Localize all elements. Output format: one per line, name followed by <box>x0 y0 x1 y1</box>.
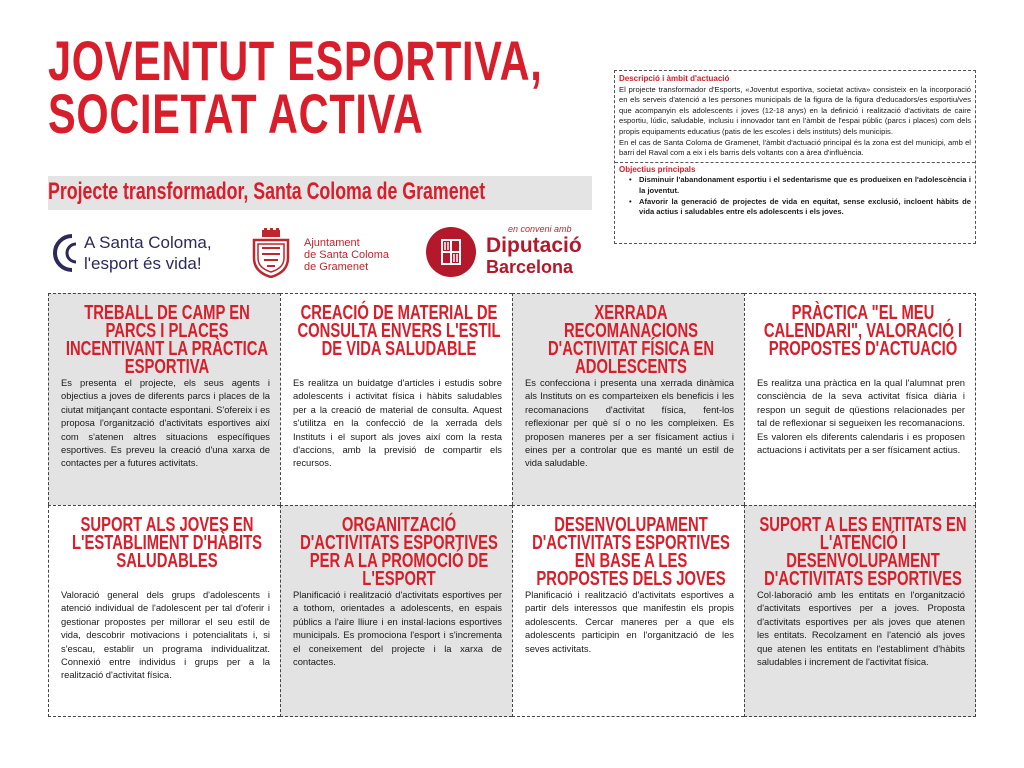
diputacio-line-1: Diputació <box>486 234 582 257</box>
objective-item: • Disminuir l'abandonament esportiu i el sedentarisme que es produeixen en l'adolescència i la joventut. <box>629 175 971 196</box>
action-card <box>512 505 744 717</box>
action-card-body: Planificació i realització d'activitats esportives a partir dels interessos que manifestin els propis adolescents. Cercar maneres per a que els adolescents participin en l'organització de les seves activitats. <box>525 589 734 654</box>
action-card-title: TREBALL DE CAMP EN PARCS I PLACES INCENTIVANT LA PRÀCTICA ESPORTIVA <box>65 302 269 378</box>
city-crest-icon <box>248 228 294 278</box>
actions-grid <box>48 293 976 717</box>
action-card-body: Es presenta el projecte, els seus agents i objectius a joves de diferents parcs i places de la ciutat mitjançant contacte espontani. S'ofereix i es proposa l'organització d'activitats esportives així com s'atenen altres situacions específiques esportives. Es preveu la creació d'una xarxa de contactes per a futures activitats. <box>61 377 270 469</box>
action-card <box>280 505 512 717</box>
description-divider <box>615 162 975 163</box>
ajuntament-logo <box>248 228 408 278</box>
ajuntament-line-3: de Gramenet <box>304 261 369 273</box>
page-title <box>48 29 543 145</box>
action-card-title: PRÀCTICA "EL MEU CALENDARI", VALORACIÓ I PROPOSTES D'ACTUACIÓ <box>763 302 963 360</box>
action-card <box>48 293 280 505</box>
santa-coloma-line-2: l'esport és vida! <box>84 254 202 273</box>
santa-coloma-logo <box>52 230 232 278</box>
diputacio-emblem-shape-icon <box>426 227 476 277</box>
action-card-title: CREACIÓ DE MATERIAL DE CONSULTA ENVERS L'ESTIL DE VIDA SALUDABLE <box>297 302 501 360</box>
action-card-title: XERRADA RECOMANACIONS D'ACTIVITAT FÍSICA EN ADOLESCENTS <box>547 302 715 378</box>
action-card <box>48 505 280 717</box>
action-card-body: Col·laboració amb les entitats en l'organització d'activitats esportives per a joves. Proposta d'activitats esportives per als joves que atenen les entitats. Recolzament en l'atenció als joves que atenen les entitats en l'establiment d'hàbits saludables i increment de l'activitat física. <box>757 589 965 668</box>
action-card-title: SUPORT A LES ENTITATS EN L'ATENCIÓ I DESENVOLUPAMENT D'ACTIVITATS ESPORTIVES <box>759 514 967 590</box>
objectives-list <box>629 175 971 217</box>
santa-coloma-line-1: A Santa Coloma, <box>84 233 212 252</box>
description-box <box>614 70 976 244</box>
action-card <box>744 505 976 717</box>
action-card <box>744 293 976 505</box>
diputacio-conveni: en conveni amb <box>508 224 572 234</box>
objectives-heading: Objectius principals <box>619 164 696 174</box>
action-card-body: Es realitza un buidatge d'articles i estudis sobre adolescents i activitat física i hàbits saludables per a la creació de material de consulta. Aquest s'utilitza en la confecció de la xerrada dels Instituts i el suport als joves així com la resta d'accions, amb la previsió de compartir els recursos. <box>293 377 502 469</box>
description-paragraph-1: El projecte transformador d'Esports, «Joventut esportiva, societat activa» consisteix en la incorporació en els serveis d'atenció a les persones municipals de la figura de la figura d'educadors/es esportiu/ves que acompanyin els adolescents i joves (12-18 anys) en la definició i realització d'activitats de caire esportiu, lúdic, saludable, inclusiu i innovador tant en l'àmbit de l'espai públic (parcs i places) com dels propis equipaments educatius (patis de les escoles i dels instituts) dels municipis. <box>619 84 971 136</box>
action-card-title: DESENVOLUPAMENT D'ACTIVITATS ESPORTIVES EN BASE A LES PROPOSTES DELS JOVES <box>532 514 730 590</box>
diputacio-line-2: Barcelona <box>486 257 574 277</box>
title-line-1: JOVENTUT ESPORTIVA, <box>48 29 543 92</box>
action-card <box>280 293 512 505</box>
action-card-body: Es confecciona i presenta una xerrada dinàmica als Instituts on es comparteixen els beneficis i les recomanacions d'activitat física, fent-los reflexionar per què sí o no les compleixen. Es proposen maneres per a ser físicament actius i eines per a controlar que es manté un estil de vida saludable. <box>525 377 734 469</box>
action-card-body: Valoració general dels grups d'adolescents i atenció individual de l'adolescent per tal d'oferir i gestionar propostes per millorar el seu estil de vida, descobrir motivacions i potencialitats i, si s'escau, establir un programa individualitzat. Connexió entre individus i grups per a la realització d'activitat física. <box>61 589 270 681</box>
ajuntament-line-1: Ajuntament <box>304 237 360 249</box>
action-card-body: Planificació i realització d'activitats esportives per a tothom, orientades a adolescents, en espais públics a l'aire lliure i en instal·lacions esportives municipals. Es promociona l'esport i s'incrementa el coneixement del projecte i la xarxa de contactes. <box>293 589 502 668</box>
title-line-2: SOCIETAT ACTIVA <box>48 82 424 145</box>
subtitle: Projecte transformador, Santa Coloma de Gramenet <box>48 178 486 205</box>
action-card-title: SUPORT ALS JOVES EN L'ESTABLIMENT D'HÀBITS SALUDABLES <box>71 514 263 572</box>
action-card-title: ORGANITZACIÓ D'ACTIVITATS ESPORTIVES PER A LA PROMOCIÓ DE L'ESPORT <box>300 514 498 590</box>
description-heading: Descripció i àmbit d'actuació <box>619 74 730 83</box>
diputacio-emblem-icon <box>426 227 476 277</box>
description-paragraph-2: En el cas de Santa Coloma de Gramenet, l'àmbit d'actuació principal és la zona est del municipi, amb el barri del Raval com a eix i els barris dels voltants con a àrea d'influència. <box>619 137 971 158</box>
objective-item: • Afavorir la generació de projectes de vida en equitat, sense exclusió, incloent hàbits de vida actius i saludables entre els adolescents i els joves. <box>629 197 971 218</box>
action-card <box>512 293 744 505</box>
action-card-body: Es realitza una pràctica en la qual l'alumnat pren consciència de la seva activitat física diària i respon un seguit de qüestions relacionades per tal de reflexionar si segueixen les recomanacions. Es valoren els diferents calendaris i es proposen actuacions i activitats per a ser físicament actius. <box>757 377 965 456</box>
crescent-logo-icon <box>52 232 86 274</box>
diputacio-logo <box>426 224 596 280</box>
ajuntament-line-2: de Santa Coloma <box>304 249 389 261</box>
